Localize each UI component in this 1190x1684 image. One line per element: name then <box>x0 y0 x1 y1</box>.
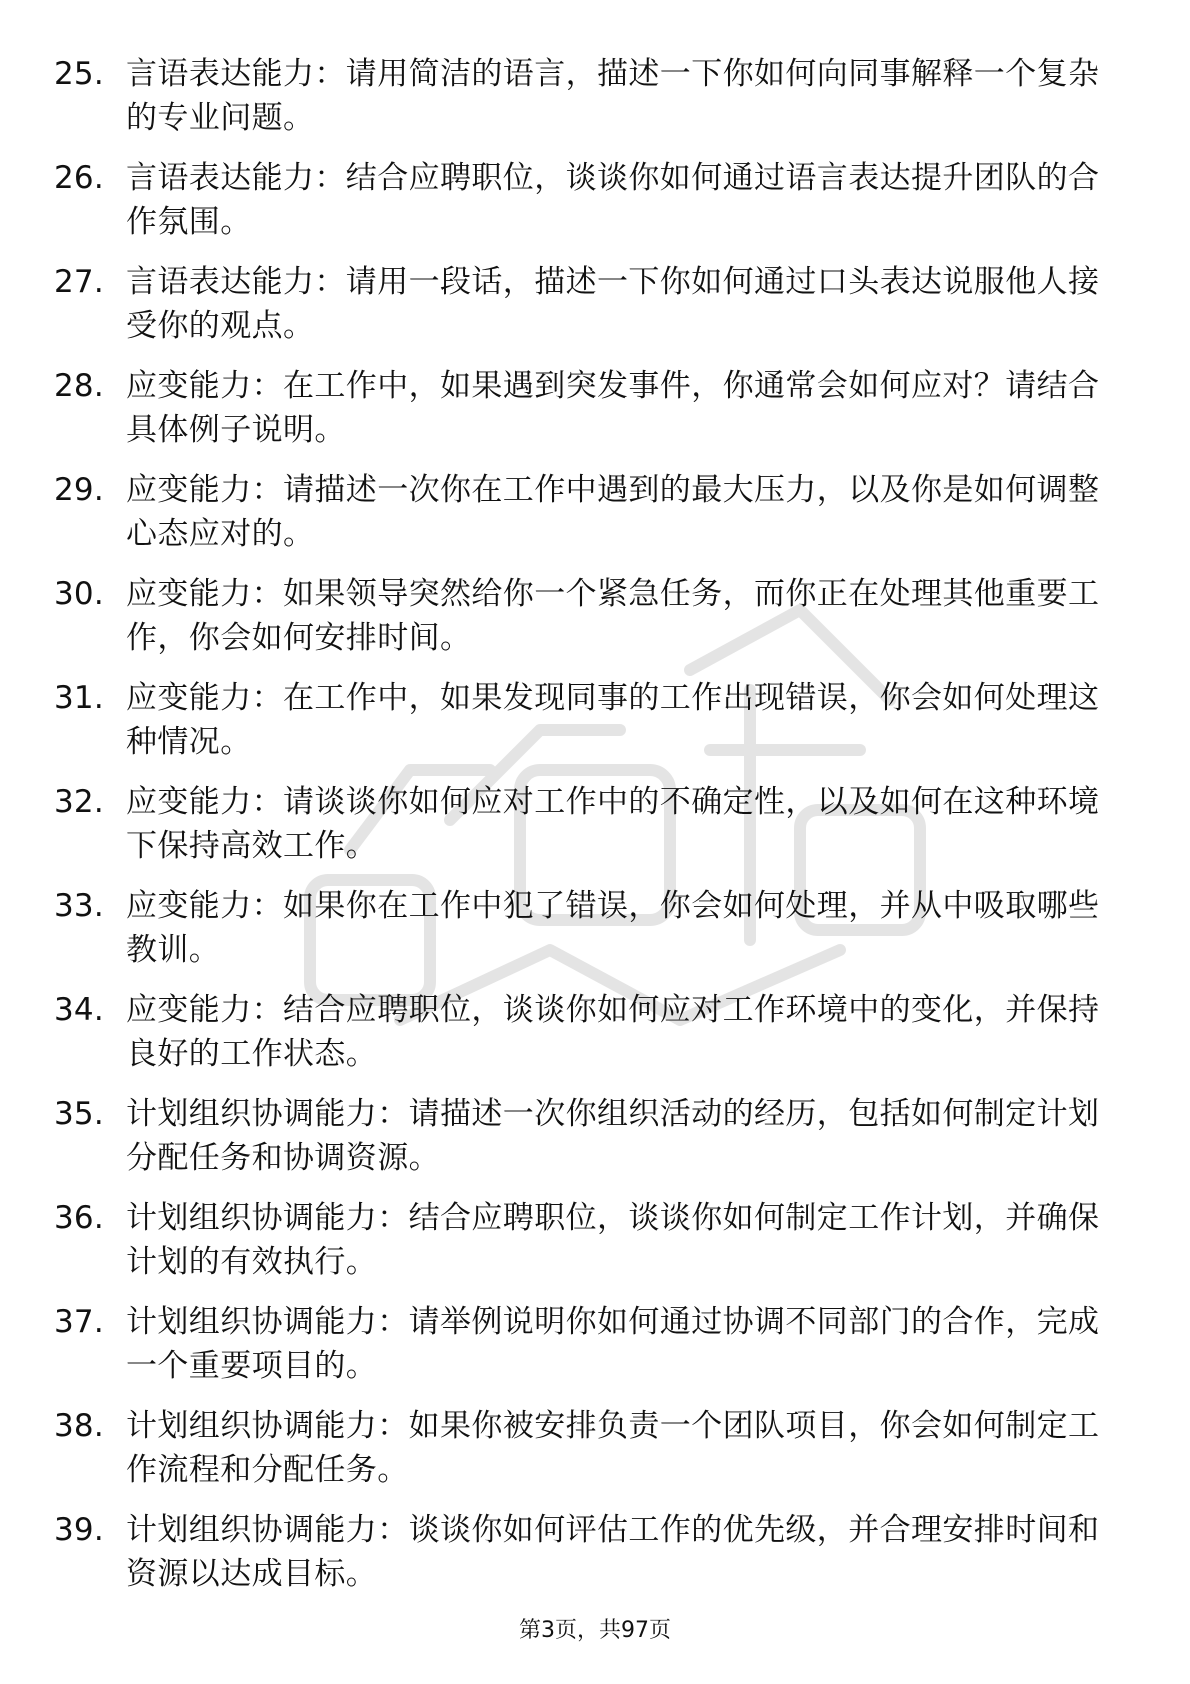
question-item <box>54 572 1134 676</box>
question-number: 28. <box>54 368 104 404</box>
question-number: 32. <box>54 784 104 820</box>
question-item <box>54 1300 1134 1404</box>
question-text: 应变能力：在工作中，如果遇到突发事件，你通常会如何应对？请结合具体例子说明。 <box>126 368 1100 448</box>
question-text: 言语表达能力：请用一段话，描述一下你如何通过口头表达说服他人接受你的观点。 <box>126 264 1100 344</box>
question-text: 计划组织协调能力：如果你被安排负责一个团队项目，你会如何制定工作流程和分配任务。 <box>126 1408 1100 1488</box>
question-number: 33. <box>54 888 104 924</box>
question-number: 39. <box>54 1512 104 1548</box>
question-number: 35. <box>54 1096 104 1132</box>
page-footer <box>0 1616 1190 1646</box>
question-item <box>54 1196 1134 1300</box>
question-number: 25. <box>54 56 104 92</box>
question-item <box>54 676 1134 780</box>
question-item <box>54 156 1134 260</box>
question-item <box>54 1404 1134 1508</box>
question-text: 应变能力：结合应聘职位，谈谈你如何应对工作环境中的变化，并保持良好的工作状态。 <box>126 992 1100 1072</box>
question-number: 38. <box>54 1408 104 1444</box>
question-item <box>54 260 1134 364</box>
question-number: 36. <box>54 1200 104 1236</box>
question-text: 计划组织协调能力：谈谈你如何评估工作的优先级，并合理安排时间和资源以达成目标。 <box>126 1512 1100 1592</box>
question-item <box>54 988 1134 1092</box>
question-number: 34. <box>54 992 104 1028</box>
question-item <box>54 364 1134 468</box>
question-number: 29. <box>54 472 104 508</box>
question-text: 应变能力：请谈谈你如何应对工作中的不确定性，以及如何在这种环境下保持高效工作。 <box>126 784 1100 864</box>
page-number-label: 第3页，共97页 <box>519 1618 671 1643</box>
question-text: 言语表达能力：结合应聘职位，谈谈你如何通过语言表达提升团队的合作氛围。 <box>126 160 1100 240</box>
question-number: 31. <box>54 680 104 716</box>
question-number: 27. <box>54 264 104 300</box>
question-item <box>54 780 1134 884</box>
question-text: 应变能力：请描述一次你在工作中遇到的最大压力，以及你是如何调整心态应对的。 <box>126 472 1100 552</box>
question-number: 26. <box>54 160 104 196</box>
question-text: 应变能力：如果你在工作中犯了错误，你会如何处理，并从中吸取哪些教训。 <box>126 888 1100 968</box>
question-item <box>54 884 1134 988</box>
question-text: 计划组织协调能力：请举例说明你如何通过协调不同部门的合作，完成一个重要项目的。 <box>126 1304 1100 1384</box>
question-list <box>54 52 1134 1612</box>
question-text: 应变能力：在工作中，如果发现同事的工作出现错误，你会如何处理这种情况。 <box>126 680 1100 760</box>
question-number: 37. <box>54 1304 104 1340</box>
question-text: 言语表达能力：请用简洁的语言，描述一下你如何向同事解释一个复杂的专业问题。 <box>126 56 1100 136</box>
question-text: 应变能力：如果领导突然给你一个紧急任务，而你正在处理其他重要工作，你会如何安排时间。 <box>126 576 1100 656</box>
question-item <box>54 468 1134 572</box>
question-number: 30. <box>54 576 104 612</box>
question-item <box>54 1092 1134 1196</box>
question-item <box>54 52 1134 156</box>
question-text: 计划组织协调能力：结合应聘职位，谈谈你如何制定工作计划，并确保计划的有效执行。 <box>126 1200 1100 1280</box>
question-text: 计划组织协调能力：请描述一次你组织活动的经历，包括如何制定计划分配任务和协调资源。 <box>126 1096 1100 1176</box>
question-item <box>54 1508 1134 1612</box>
